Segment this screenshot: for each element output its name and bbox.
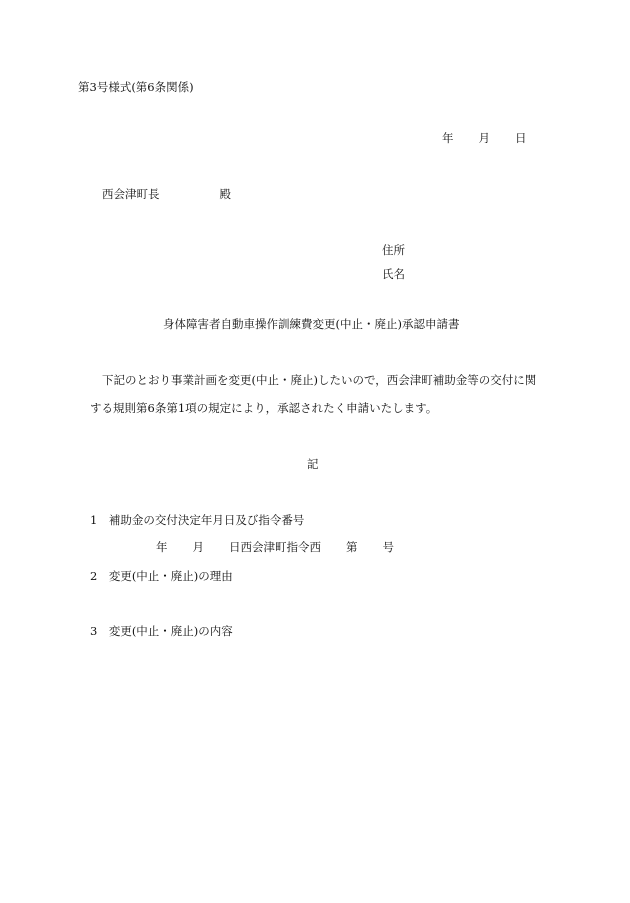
date-month: 月 — [478, 131, 490, 145]
item-2-label: 2 変更(中止・廃止)の理由 — [90, 569, 233, 583]
item-1-dai: 第 — [346, 540, 358, 554]
addressee-name: 西会津町長 — [102, 187, 160, 201]
item-1-day-order: 日西会津町指令西 — [229, 540, 321, 554]
ki-heading: 記 — [307, 457, 319, 471]
item-1-go: 号 — [382, 540, 394, 554]
document-title: 身体障害者自動車操作訓練費変更(中止・廃止)承認申請書 — [163, 317, 460, 331]
item-3-label: 3 変更(中止・廃止)の内容 — [90, 624, 233, 638]
applicant-name-label: 氏名 — [382, 267, 405, 281]
item-1-month: 月 — [192, 540, 204, 554]
item-1-year: 年 — [156, 540, 168, 554]
item-1-detail — [156, 542, 394, 554]
date-line — [442, 133, 527, 145]
item-1-label: 1 補助金の交付決定年月日及び指令番号 — [90, 513, 305, 527]
applicant-address-label: 住所 — [382, 243, 405, 257]
body-line-2: する規則第6条第1項の規定により，承認されたく申請いたします。 — [90, 401, 438, 415]
body-line-1: 下記のとおり事業計画を変更(中止・廃止)したいので，西会津町補助金等の交付に関 — [102, 373, 537, 387]
form-number-label: 第3号様式(第6条関係) — [78, 80, 194, 94]
date-year: 年 — [442, 131, 454, 145]
addressee-honorific: 殿 — [219, 187, 231, 201]
addressee — [102, 189, 231, 201]
date-day: 日 — [515, 131, 527, 145]
